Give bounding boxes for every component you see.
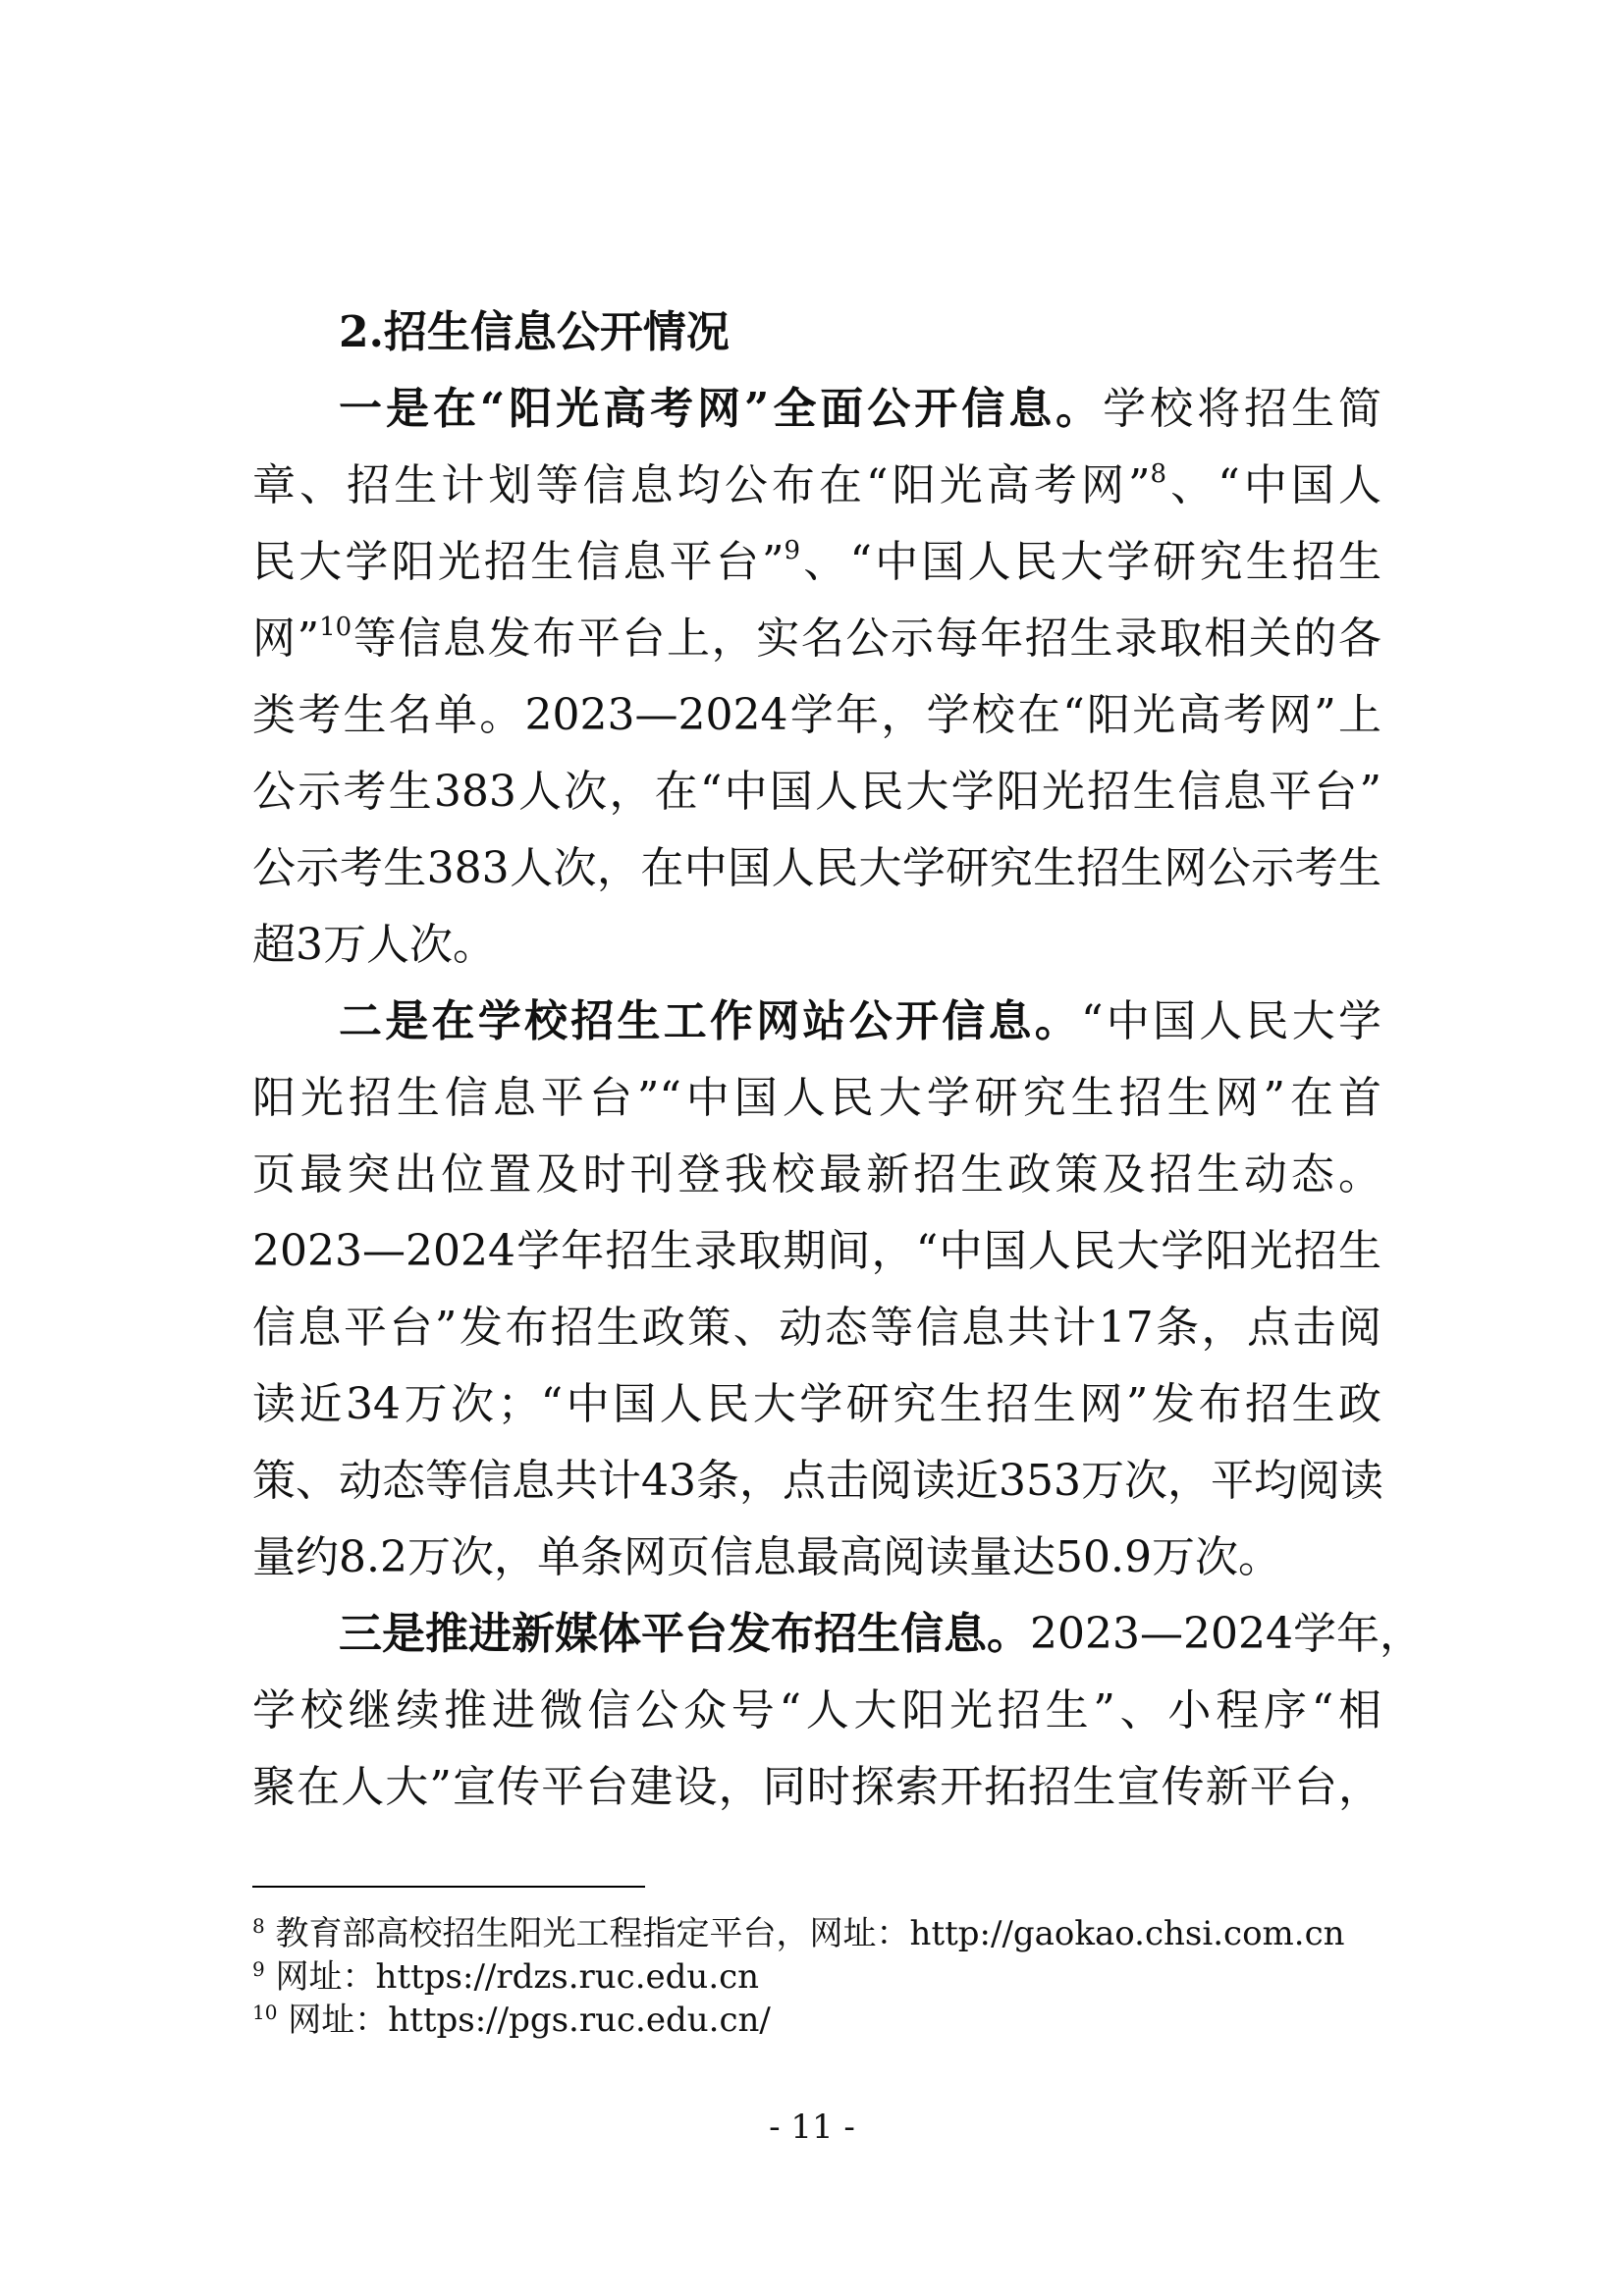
p2-line-4: 2023—2024学年招生录取期间，“中国人民大学阳光招生 xyxy=(252,1226,1381,1276)
section-heading: 2.招生信息公开情况 xyxy=(339,307,730,357)
p1-line-4 xyxy=(252,601,1381,677)
p3-line-2: 学校继续推进微信公众号“人大阳光招生”、小程序“相 xyxy=(252,1685,1381,1735)
footnote-ref-10[interactable]: 10 xyxy=(319,613,352,642)
p2-line-1 xyxy=(339,984,1381,1060)
page-number: - 11 - xyxy=(769,2108,855,2147)
p1-text: 、“中国人民大学研究生招生 xyxy=(800,537,1381,587)
p1-text: 学校将招生简 xyxy=(1103,384,1381,434)
p1-line-3 xyxy=(252,524,1381,601)
p1-text: 、“中国人 xyxy=(1166,460,1381,510)
p2-text: “中国人民大学 xyxy=(1081,996,1381,1046)
footnote-text[interactable]: 网址：https://rdzs.ruc.edu.cn xyxy=(275,1957,760,1997)
p1-line-5: 类考生名单。2023—2024学年，学校在“阳光高考网”上 xyxy=(252,690,1381,740)
p2-line-6: 读近34万次；“中国人民大学研究生招生网”发布招生政 xyxy=(252,1379,1381,1429)
footnote-9 xyxy=(252,1955,759,1999)
footnote-separator xyxy=(252,1886,645,1888)
p1-text: 民大学阳光招生信息平台” xyxy=(252,537,785,587)
p2-line-7: 策、动态等信息共计43条，点击阅读近353万次，平均阅读 xyxy=(252,1456,1383,1506)
footnote-number: 9 xyxy=(252,1957,265,1981)
p2-line-5: 信息平台”发布招生政策、动态等信息共计17条，点击阅 xyxy=(252,1303,1381,1353)
p3-lead: 三是推进新媒体平台发布招生信息。 xyxy=(339,1609,1030,1659)
p1-line-1 xyxy=(339,371,1381,448)
p3-line-3: 聚在人大”宣传平台建设，同时探索开拓招生宣传新平台， xyxy=(252,1762,1381,1812)
p2-line-8: 量约8.2万次，单条网页信息最高阅读量达50.9万次。 xyxy=(252,1532,1281,1582)
p1-lead: 一是在“阳光高考网”全面公开信息。 xyxy=(339,384,1104,434)
p1-line-7: 公示考生383人次，在中国人民大学研究生招生网公示考生 xyxy=(252,843,1381,893)
p1-line-2 xyxy=(252,448,1381,524)
p1-line-8: 超3万人次。 xyxy=(252,920,496,970)
p3-line-1 xyxy=(339,1596,1423,1673)
p2-line-2: 阳光招生信息平台”“中国人民大学研究生招生网”在首 xyxy=(252,1073,1381,1123)
p1-text: 网” xyxy=(252,614,320,664)
footnote-ref-9[interactable]: 9 xyxy=(784,536,801,565)
footnote-text[interactable]: 网址：https://pgs.ruc.edu.cn/ xyxy=(288,2001,771,2040)
p1-text: 等信息发布平台上，实名公示每年招生录取相关的各 xyxy=(352,614,1382,664)
p1-line-6: 公示考生383人次，在“中国人民大学阳光招生信息平台” xyxy=(252,767,1381,817)
p2-line-3: 页最突出位置及时刊登我校最新招生政策及招生动态。 xyxy=(252,1149,1381,1200)
footnote-10 xyxy=(252,1999,771,2042)
footnote-number: 10 xyxy=(252,2001,278,2024)
footnote-text[interactable]: 教育部高校招生阳光工程指定平台，网址：http://gaokao.chsi.com.cn xyxy=(275,1914,1345,1953)
footnote-number: 8 xyxy=(252,1914,265,1938)
p3-text: 2023—2024学年， xyxy=(1030,1609,1423,1659)
footnote-ref-8[interactable]: 8 xyxy=(1150,459,1167,489)
p2-lead: 二是在学校招生工作网站公开信息。 xyxy=(339,996,1081,1046)
footnote-8 xyxy=(252,1912,1345,1955)
p1-text: 章、招生计划等信息均公布在“阳光高考网” xyxy=(252,460,1151,510)
